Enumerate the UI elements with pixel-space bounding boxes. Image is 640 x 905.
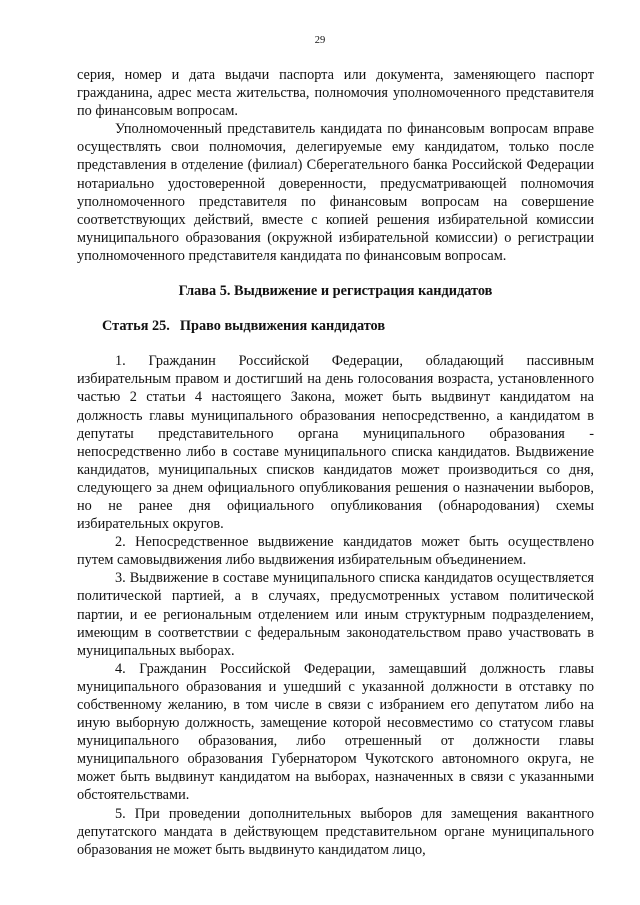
- article-paragraph-5: 5. При проведении дополнительных выборов для замещения вакантного депутатского мандата в действующем представительном органе муниципального образования не может быть выдвинуто кандидатом лицо,: [77, 805, 594, 858]
- page-number: 29: [314, 35, 326, 46]
- article-number: Статья 25.: [102, 318, 170, 335]
- paragraph-financial-representative: Уполномоченный представитель кандидата по финансовым вопросам вправе осуществлять свои полномочия, делегируемые ему кандидатом, только после представления в отделение (филиал) Сберегательного банка Российской Федерации нотариально удостоверенной доверенности, предусматривающей полномочия уполномоченного представителя по финансовым вопросам на совершение соответствующих действий, вместе с копией решения избирательной комиссии муниципального образования (окружной избирательной комиссии) о регистрации уполномоченного представителя кандидата по финансовым вопросам.: [77, 121, 594, 264]
- article-paragraph-2: 2. Непосредственное выдвижение кандидатов может быть осуществлено путем самовыдвижения либо выдвижения избирательным объединением.: [77, 534, 594, 569]
- article-title: Право выдвижения кандидатов: [179, 318, 386, 335]
- document-body: [77, 66, 594, 859]
- article-paragraph-1: 1. Гражданин Российской Федерации, обладающий пассивным избирательным правом и достигший на день голосования возраста, установленного частью 2 статьи 4 настоящего Закона, может быть выдвинут кандидатом на должность главы муниципального образования непосредственно, а кандидатом в депутаты представительного органа муниципального образования - непосредственно либо в составе муниципального списка кандидатов. Выдвижение кандидатов, муниципальных списков кандидатов может производиться со дня, следующего за днем официального опубликования решения о назначении выборов, но не ранее дня официального опубликования (обнародования) схемы избирательных округов.: [77, 353, 594, 533]
- article-heading: [77, 317, 594, 335]
- article-paragraph-4: 4. Гражданин Российской Федерации, замещавший должность главы муниципального образования и ушедший с указанной должности в отставку по собственному желанию, в том числе в связи с избранием его депутатом либо на иную выборную должность, замещение которой несовместимо со статусом главы муниципального образования, либо отрешенный от должности главы муниципального образования Губернатором Чукотского автономного округа, не может быть выдвинут кандидатом на выборах, назначенных в связи с указанными обстоятельствами.: [77, 660, 594, 804]
- chapter-title: Глава 5. Выдвижение и регистрация кандидатов: [178, 283, 493, 300]
- article-paragraph-3: 3. Выдвижение в составе муниципального списка кандидатов осуществляется политической партией, а в случаях, предусмотренных уставом политической партии, и ее региональным отделением или иным структурным подразделением, имеющим в соответствии с федеральным законодательством право участвовать в муниципальных выборах.: [77, 570, 594, 659]
- paragraph-continued: серия, номер и дата выдачи паспорта или документа, заменяющего паспорт гражданина, адрес места жительства, полномочия уполномоченного представителя по финансовым вопросам.: [77, 67, 594, 120]
